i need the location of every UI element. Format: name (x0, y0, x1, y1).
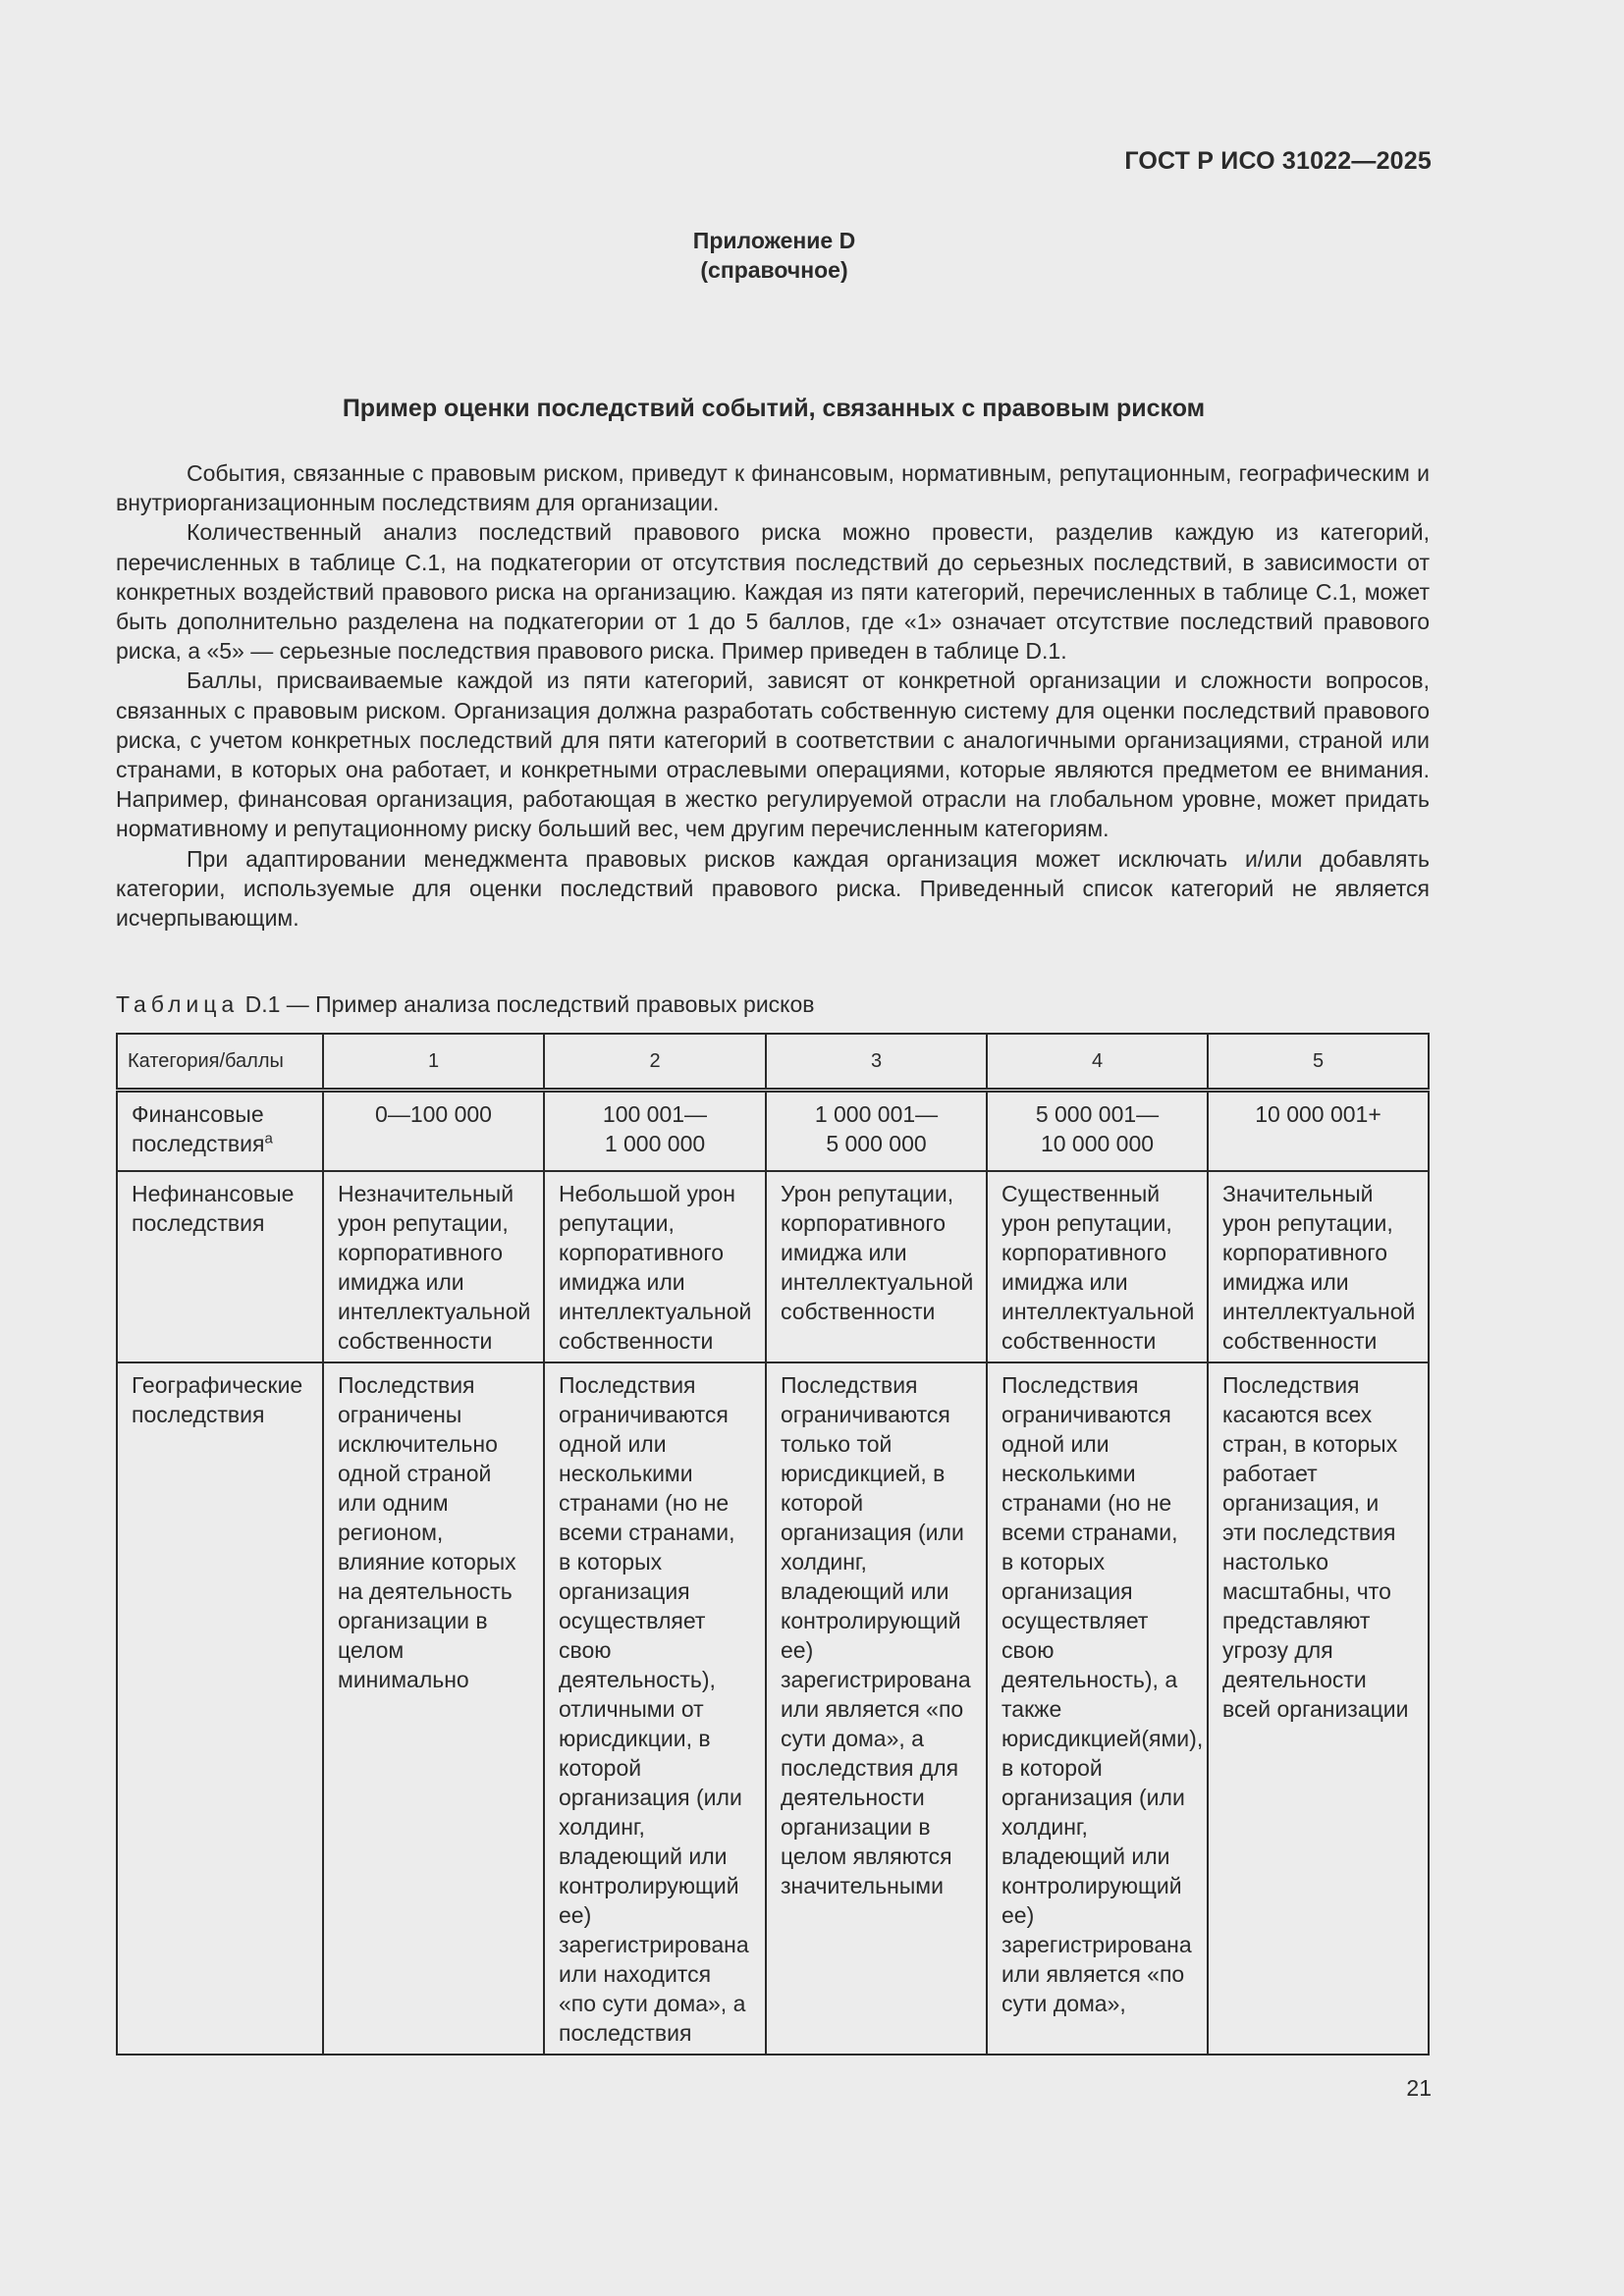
table-cell: Значительный урон репутации, корпоративного имиджа или интеллектуальной собственности (1208, 1171, 1429, 1362)
table-row-geographic (117, 1362, 1429, 2055)
cell-line: 5 000 001— (1035, 1101, 1160, 1127)
paragraph: События, связанные с правовым риском, приведут к финансовым, нормативным, репутационным, географическим и внутриорганизационным последствиям для организации. (116, 460, 1430, 516)
document-code: ГОСТ Р ИСО 31022—2025 (1124, 147, 1432, 175)
table-cell (544, 1091, 766, 1172)
table-row-nonfinancial (117, 1171, 1429, 1362)
header-cell-category: Категория/баллы (117, 1034, 323, 1091)
table-cell: Последствия ограничиваются одной или несколькими странами (но не всеми странами, в которых организация осуществляет свою деятельность), а также юрисдикцией(ями), в которой организация (или холдинг, владеющий или контролирующий ее) зарегистрирована или является «по сути дома», (987, 1362, 1208, 2055)
table-cell: Существенный урон репутации, корпоративного имиджа или интеллектуальной собственности (987, 1171, 1208, 1362)
table-cell (987, 1091, 1208, 1172)
appendix-heading (0, 226, 1548, 285)
paragraph: Количественный анализ последствий правового риска можно провести, разделив каждую из категорий, перечисленных в таблице С.1, на подкатегории от отсутствия последствий до серьезных последствий, в зависимости от конкретных воздействий правового риска на организацию. Каждая из пяти категорий, перечисленных в таблице С.1, может быть дополнительно разделена на подкатегории от 1 до 5 баллов, где «1» означает отсутствие последствий правового риска, а «5» — серьезные последствия правового риска. Пример приведен в таблице D.1. (116, 519, 1430, 665)
header-cell-score-4: 4 (987, 1034, 1208, 1091)
page-number: 21 (1406, 2075, 1432, 2101)
table-cell: Последствия ограничиваются только той юрисдикцией, в которой организация (или холдинг, владеющий или контролирующий ее) зарегистрирована или является «по сути дома», а последствия для деятельности организации в целом являются значительными (766, 1362, 987, 2055)
table-caption-prefix: Таблица (116, 991, 240, 1017)
table-caption (116, 991, 815, 1018)
cell-line: 10 000 000 (1040, 1131, 1155, 1156)
table-cell: Урон репутации, корпоративного имиджа или интеллектуальной собственности (766, 1171, 987, 1362)
header-cell-score-5: 5 (1208, 1034, 1429, 1091)
row-label-nonfinancial: Нефинансовые последствия (117, 1171, 323, 1362)
cell-line: 100 001— (602, 1101, 708, 1127)
table-row-financial (117, 1091, 1429, 1172)
table-caption-text: D.1 — Пример анализа последствий правовых рисков (239, 991, 815, 1017)
header-cell-score-2: 2 (544, 1034, 766, 1091)
header-cell-score-3: 3 (766, 1034, 987, 1091)
cell-line: 1 000 001— (814, 1101, 939, 1127)
table-cell: Небольшой урон репутации, корпоративного имиджа или интеллектуальной собственности (544, 1171, 766, 1362)
table-cell: Последствия ограничиваются одной или несколькими странами (но не всеми странами, в которых организация осуществляет свою деятельность), отличными от юрисдикции, в которой организация (или холдинг, владеющий или контролирующий ее) зарегистрирована или находится «по сути дома», а последствия (544, 1362, 766, 2055)
table-cell: 10 000 001+ (1208, 1091, 1429, 1172)
paragraph: При адаптировании менеджмента правовых рисков каждая организация может исключать и/или добавлять категории, используемые для оценки последствий правового риска. Приведенный список категорий не является исчерпывающим. (116, 845, 1430, 932)
table-cell: 0—100 000 (323, 1091, 544, 1172)
appendix-title: Приложение D (692, 228, 856, 253)
table-header-row (117, 1034, 1429, 1091)
table-cell (766, 1091, 987, 1172)
table-cell: Последствия касаются всех стран, в которых работает организация, и эти последствия настолько масштабны, что представляют угрозу для деятельности всей организации (1208, 1362, 1429, 2055)
row-label-geographic: Географические последствия (117, 1362, 323, 2055)
cell-line: 1 000 000 (604, 1131, 706, 1156)
paragraph: Баллы, присваиваемые каждой из пяти категорий, зависят от конкретной организации и сложности вопросов, связанных с правовым риском. Организация должна разработать собственную систему для оценки последствий правового риска, с учетом конкретных последствий для пяти категорий в соответствии с аналогичными организациями, страной или странами, в которых она работает, и конкретными отраслевыми операциями, которые являются предметом ее внимания. Например, финансовая организация, работающая в жестко регулируемой отрасли на глобальном уровне, может придать нормативному и репутационному риску больший вес, чем другим перечисленным категориям. (116, 667, 1430, 842)
row-label-financial: Финансовые последствия$^a$ (117, 1091, 323, 1172)
footnote-marker: a (264, 1130, 273, 1148)
table-cell: Последствия ограничены исключительно одной страной или одним регионом, влияние которых на деятельность организации в целом минимально (323, 1362, 544, 2055)
consequences-table (116, 1033, 1430, 2056)
appendix-note: (справочное) (700, 257, 848, 283)
body-text (116, 458, 1430, 933)
table-cell: Незначительный урон репутации, корпоративного имиджа или интеллектуальной собственности (323, 1171, 544, 1362)
header-cell-score-1: 1 (323, 1034, 544, 1091)
cell-line: 5 000 000 (826, 1131, 927, 1156)
section-title: Пример оценки последствий событий, связанных с правовым риском (342, 395, 1206, 422)
